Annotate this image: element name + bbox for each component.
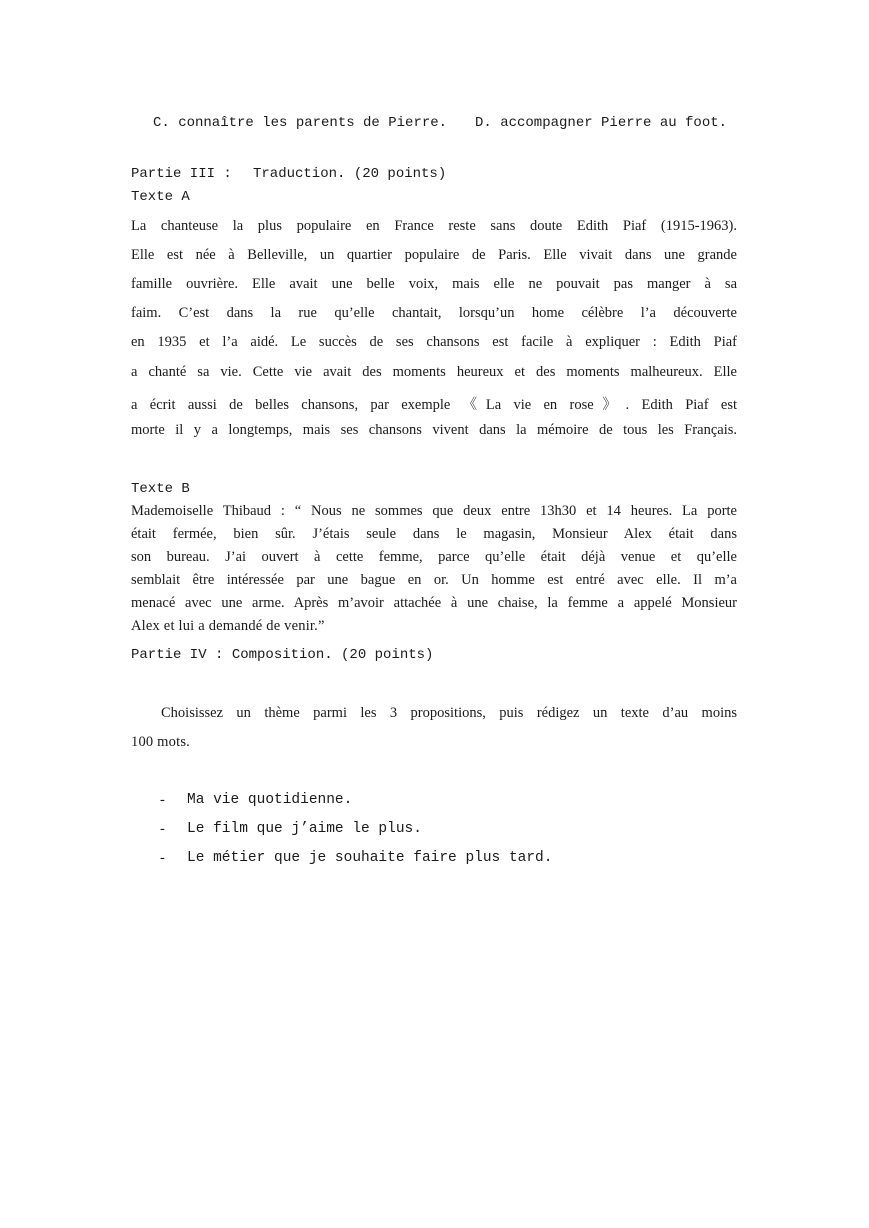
bullet-marker: - xyxy=(160,792,165,808)
partie-4-heading: Partie IV : Composition. (20 points) xyxy=(131,647,434,663)
bullet-item: Ma vie quotidienne. xyxy=(187,792,353,808)
texte-a-line: Elle est née à Belleville, un quartier populaire de Paris. Elle vivait dans une grande xyxy=(131,247,737,263)
texte-b-line: Mademoiselle Thibaud : “ Nous ne sommes que deux entre 13h30 et 14 heures. La porte xyxy=(131,503,737,519)
option-d: D. accompagner Pierre au foot. xyxy=(475,115,728,131)
texte-b-line: menacé avec une arme. Après m’avoir attachée à une chaise, la femme a appelé Monsieur xyxy=(131,595,737,611)
texte-b-title: Texte B xyxy=(131,481,190,497)
texte-a-line: La chanteuse la plus populaire en France reste sans doute Edith Piaf (1915-1963). xyxy=(131,218,737,234)
partie-4-instruction-cont: 100 mots. xyxy=(131,734,190,750)
bullet-item: Le film que j’aime le plus. xyxy=(187,821,422,837)
partie-3-label: Partie III : xyxy=(131,166,232,182)
texte-b-line: son bureau. J’ai ouvert à cette femme, parce qu’elle était déjà venue et qu’elle xyxy=(131,549,737,565)
texte-a-title: Texte A xyxy=(131,189,190,205)
bullet-marker: - xyxy=(160,821,165,837)
texte-a-line: en 1935 et l’a aidé. Le succès de ses chansons est facile à expliquer : Edith Piaf xyxy=(131,334,737,350)
texte-b-line: Alex et lui a demandé de venir.” xyxy=(131,618,325,634)
option-c: C. connaître les parents de Pierre. xyxy=(153,115,448,131)
texte-b-line: était fermée, bien sûr. J’étais seule dans le magasin, Monsieur Alex était dans xyxy=(131,526,737,542)
texte-a-line: faim. C’est dans la rue qu’elle chantait, lorsqu’un home célèbre l’a découverte xyxy=(131,305,737,321)
texte-a-line: a écrit aussi de belles chansons, par exemple 《La vie en rose》. Edith Piaf est xyxy=(131,397,737,413)
texte-b-line: semblait être intéressée par une bague en or. Un homme est entré avec elle. Il m’a xyxy=(131,572,737,588)
bullet-marker: - xyxy=(160,850,165,866)
texte-a-line: a chanté sa vie. Cette vie avait des moments heureux et des moments malheureux. Elle xyxy=(131,364,737,380)
texte-a-line: morte il y a longtemps, mais ses chansons vivent dans la mémoire de tous les Français. xyxy=(131,422,737,438)
texte-a-line: famille ouvrière. Elle avait une belle voix, mais elle ne pouvait pas manger à sa xyxy=(131,276,737,292)
bullet-item: Le métier que je souhaite faire plus tard. xyxy=(187,850,553,866)
partie-4-instruction: Choisissez un thème parmi les 3 propositions, puis rédigez un texte d’au moins xyxy=(161,705,737,721)
partie-3-title: Traduction. (20 points) xyxy=(253,166,447,182)
